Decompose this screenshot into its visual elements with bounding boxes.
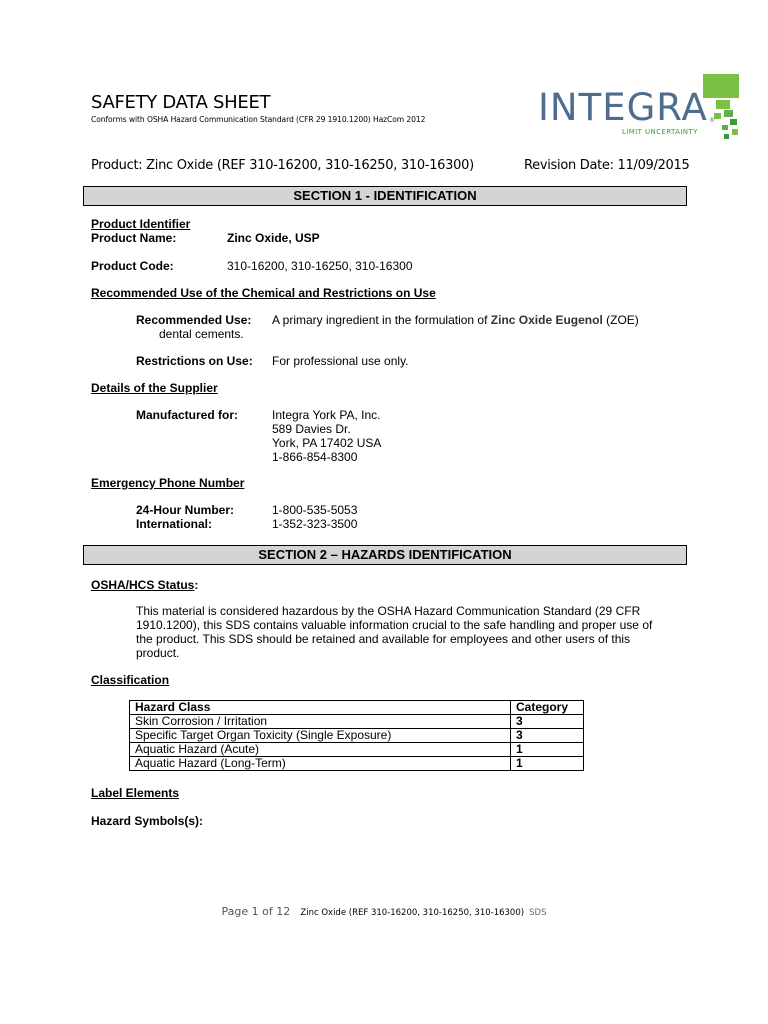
- manufacturer-street: 589 Davies Dr.: [272, 422, 351, 436]
- integra-logo: [538, 72, 748, 152]
- hazard-symbols-label: Hazard Symbols(s):: [91, 814, 204, 828]
- recommended-use-suffix: (ZOE): [602, 313, 639, 327]
- table-row: [130, 715, 584, 729]
- product-name-label: Product Name:: [91, 231, 177, 245]
- manufacturer-name: Integra York PA, Inc.: [272, 408, 381, 422]
- table-row: [130, 729, 584, 743]
- category-cell: 3: [511, 715, 584, 729]
- emergency-heading: Emergency Phone Number: [91, 476, 245, 490]
- hazard-class-cell: Aquatic Hazard (Acute): [130, 743, 511, 757]
- recommended-use-line2: dental cements.: [159, 327, 244, 341]
- recommended-use-highlight: Zinc Oxide Eugenol: [490, 313, 603, 327]
- recommended-use-value: [272, 313, 639, 327]
- hazard-class-cell: Skin Corrosion / Irritation: [130, 715, 511, 729]
- osha-line: product.: [136, 646, 180, 660]
- hazard-class-cell: Aquatic Hazard (Long-Term): [130, 757, 511, 771]
- label-elements-heading: Label Elements: [91, 786, 180, 800]
- logo-registered-mark: ®: [709, 117, 715, 124]
- hazard-class-cell: Specific Target Organ Toxicity (Single Exposure): [130, 729, 511, 743]
- section-1-header: SECTION 1 - IDENTIFICATION: [83, 186, 687, 206]
- classification-heading: Classification: [91, 673, 170, 687]
- osha-line: 1910.1200), this SDS contains valuable information crucial to the safe handling and proper use of: [136, 618, 653, 632]
- page-total: 12: [276, 905, 291, 918]
- manufacturer-phone: 1-866-854-8300: [272, 450, 358, 464]
- product-code-label: Product Code:: [91, 259, 174, 273]
- logo-tagline: LIMIT UNCERTAINTY: [622, 128, 698, 136]
- footer-sds-label: SDS: [529, 908, 547, 918]
- osha-line: This material is considered hazardous by the OSHA Hazard Communication Standard (29 CFR: [136, 604, 641, 618]
- column-header-hazard-class: Hazard Class: [130, 701, 511, 715]
- international-value: 1-352-323-3500: [272, 517, 358, 531]
- hour24-value: 1-800-535-5053: [272, 503, 358, 517]
- category-cell: 1: [511, 757, 584, 771]
- recommended-use-heading: Recommended Use of the Chemical and Restrictions on Use: [91, 286, 436, 300]
- integra-logo-graphic: [538, 72, 748, 152]
- restrictions-value: For professional use only.: [272, 354, 409, 368]
- product-identifier-heading: Product Identifier: [91, 217, 191, 231]
- hour24-label: 24-Hour Number:: [136, 503, 235, 517]
- restrictions-label: Restrictions on Use:: [136, 354, 253, 368]
- hazard-classification-table: [129, 700, 584, 771]
- footer-document-description: Zinc Oxide (REF 310-16200, 310-16250, 310-16300): [300, 908, 525, 918]
- product-code-value: 310-16200, 310-16250, 310-16300: [227, 259, 413, 273]
- manufacturer-city: York, PA 17402 USA: [272, 436, 382, 450]
- table-row: [130, 743, 584, 757]
- page-number: 1: [251, 905, 259, 918]
- page-of: of: [258, 905, 277, 918]
- category-cell: 3: [511, 729, 584, 743]
- product-line: Product: Zinc Oxide (REF 310-16200, 310-16250, 310-16300): [91, 158, 474, 173]
- supplier-heading: Details of the Supplier: [91, 381, 218, 395]
- logo-wordmark: INTEGRA: [538, 86, 708, 129]
- manufactured-for-label: Manufactured for:: [136, 408, 238, 422]
- osha-status-paragraph: [136, 604, 686, 660]
- revision-date: Revision Date: 11/09/2015: [524, 158, 690, 173]
- category-cell: 1: [511, 743, 584, 757]
- section-2-header: SECTION 2 – HAZARDS IDENTIFICATION: [83, 545, 687, 565]
- osha-status-colon: :: [194, 578, 199, 592]
- page-label: Page: [221, 905, 252, 918]
- document-subtitle: Conforms with OSHA Hazard Communication Standard (CFR 29 1910.1200) HazCom 2012: [91, 115, 426, 124]
- international-label: International:: [136, 517, 213, 531]
- page-footer: [0, 900, 768, 919]
- osha-status-heading: [91, 578, 198, 592]
- table-row: [130, 757, 584, 771]
- product-name-value: Zinc Oxide, USP: [227, 231, 320, 245]
- recommended-use-label: Recommended Use:: [136, 313, 252, 327]
- osha-line: the product. This SDS should be retained and available for employees and other users of this: [136, 632, 631, 646]
- document-title: SAFETY DATA SHEET: [91, 92, 271, 113]
- recommended-use-text: A primary ingredient in the formulation of: [272, 313, 491, 327]
- table-header-row: [130, 701, 584, 715]
- osha-status-heading-text: OSHA/HCS Status: [91, 578, 195, 592]
- column-header-category: Category: [511, 701, 584, 715]
